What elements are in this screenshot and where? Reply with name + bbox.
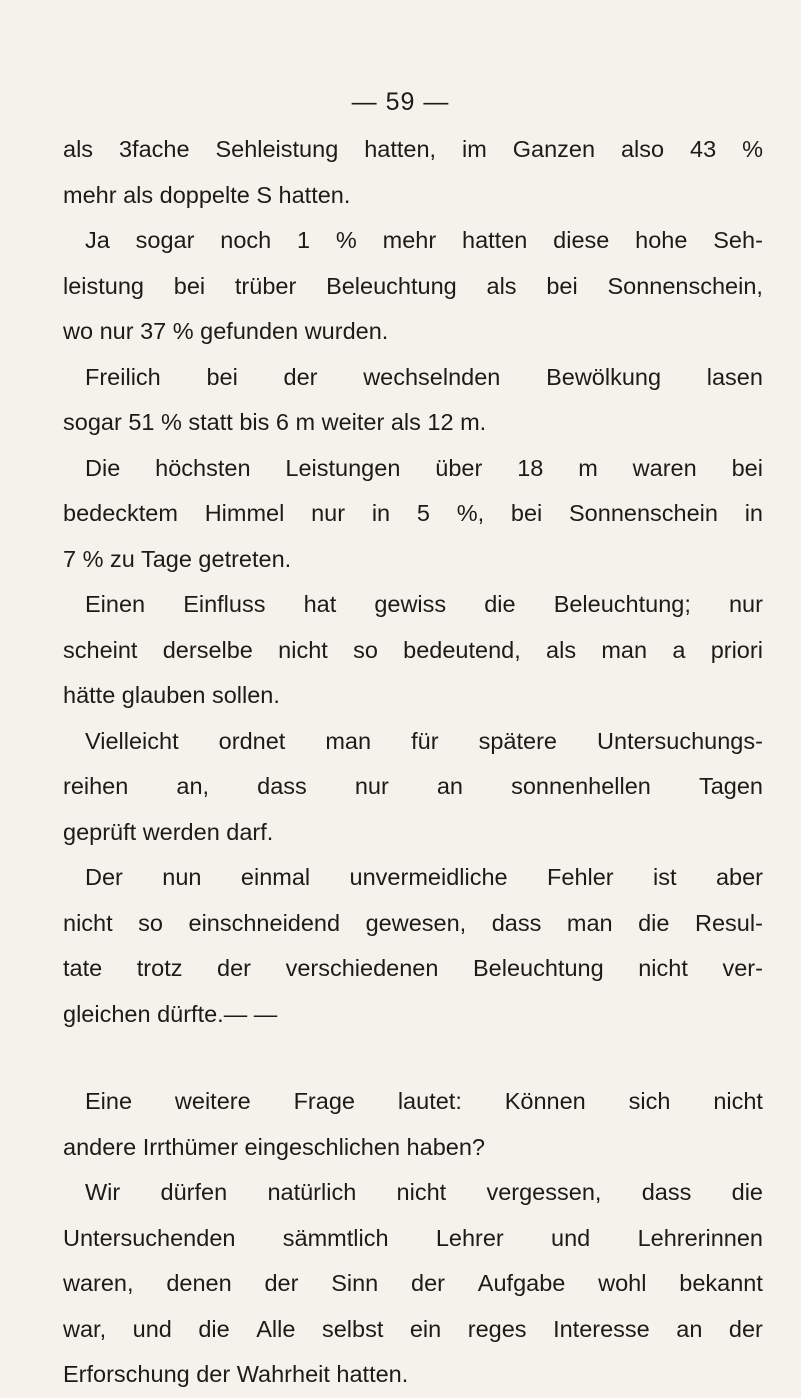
text-line: gleichen dürfte.— —: [63, 1000, 278, 1027]
text-line: 7 % zu Tage getreten.: [63, 545, 292, 572]
text-line: Eine weitere Frage lautet: Können sich nicht: [85, 1088, 763, 1114]
text-line: Vielleicht ordnet man für spätere Untersuchungs-: [85, 727, 763, 754]
text-line: Einen Einfluss hat gewiss die Beleuchtung; nur: [85, 591, 763, 617]
text-line: Freilich bei der wechselnden Bewölkung lasen: [85, 363, 763, 390]
text-line: Der nun einmal unvermeidliche Fehler ist aber: [85, 864, 763, 890]
text-line: bedecktem Himmel nur in 5 %, bei Sonnenschein in: [63, 500, 763, 526]
text-line: Untersuchenden sämmtlich Lehrer und Lehrerinnen: [63, 1224, 763, 1251]
text-line: Erforschung der Wahrheit hatten.: [63, 1361, 409, 1387]
text-line: scheint derselbe nicht so bedeutend, als man a priori: [63, 636, 763, 663]
text-line: hätte glauben sollen.: [63, 682, 280, 708]
text-line: war, und die Alle selbst ein reges Interesse an der: [63, 1315, 763, 1342]
text-line: leistung bei trüber Beleuchtung als bei Sonnenschein,: [63, 272, 763, 299]
page-number: — 59 —: [351, 88, 450, 116]
text-line: sogar 51 % statt bis 6 m weiter als 12 m.: [63, 409, 487, 435]
text-line: wo nur 37 % gefunden wurden.: [63, 318, 389, 344]
text-line: nicht so einschneidend gewesen, dass man die Resul-: [63, 909, 763, 936]
text-line: tate trotz der verschiedenen Beleuchtung nicht ver-: [63, 955, 763, 981]
text-line: Die höchsten Leistungen über 18 m waren bei: [85, 454, 763, 481]
paragraph-gap: [63, 1037, 763, 1079]
text-line: geprüft werden darf.: [63, 818, 274, 845]
text-line: waren, denen der Sinn der Aufgabe wohl bekannt: [63, 1270, 763, 1296]
text-line: andere Irrthümer eingeschlichen haben?: [63, 1133, 485, 1160]
text-line: reihen an, dass nur an sonnenhellen Tagen: [63, 773, 763, 799]
text-line: Wir dürfen natürlich nicht vergessen, dass die: [85, 1179, 763, 1205]
text-line: Ja sogar noch 1 % mehr hatten diese hohe Seh-: [85, 227, 763, 253]
body-text: [63, 127, 763, 1398]
text-line: als 3fache Sehleistung hatten, im Ganzen also 43 %: [63, 136, 763, 162]
text-line: mehr als doppelte S hatten.: [63, 181, 351, 208]
